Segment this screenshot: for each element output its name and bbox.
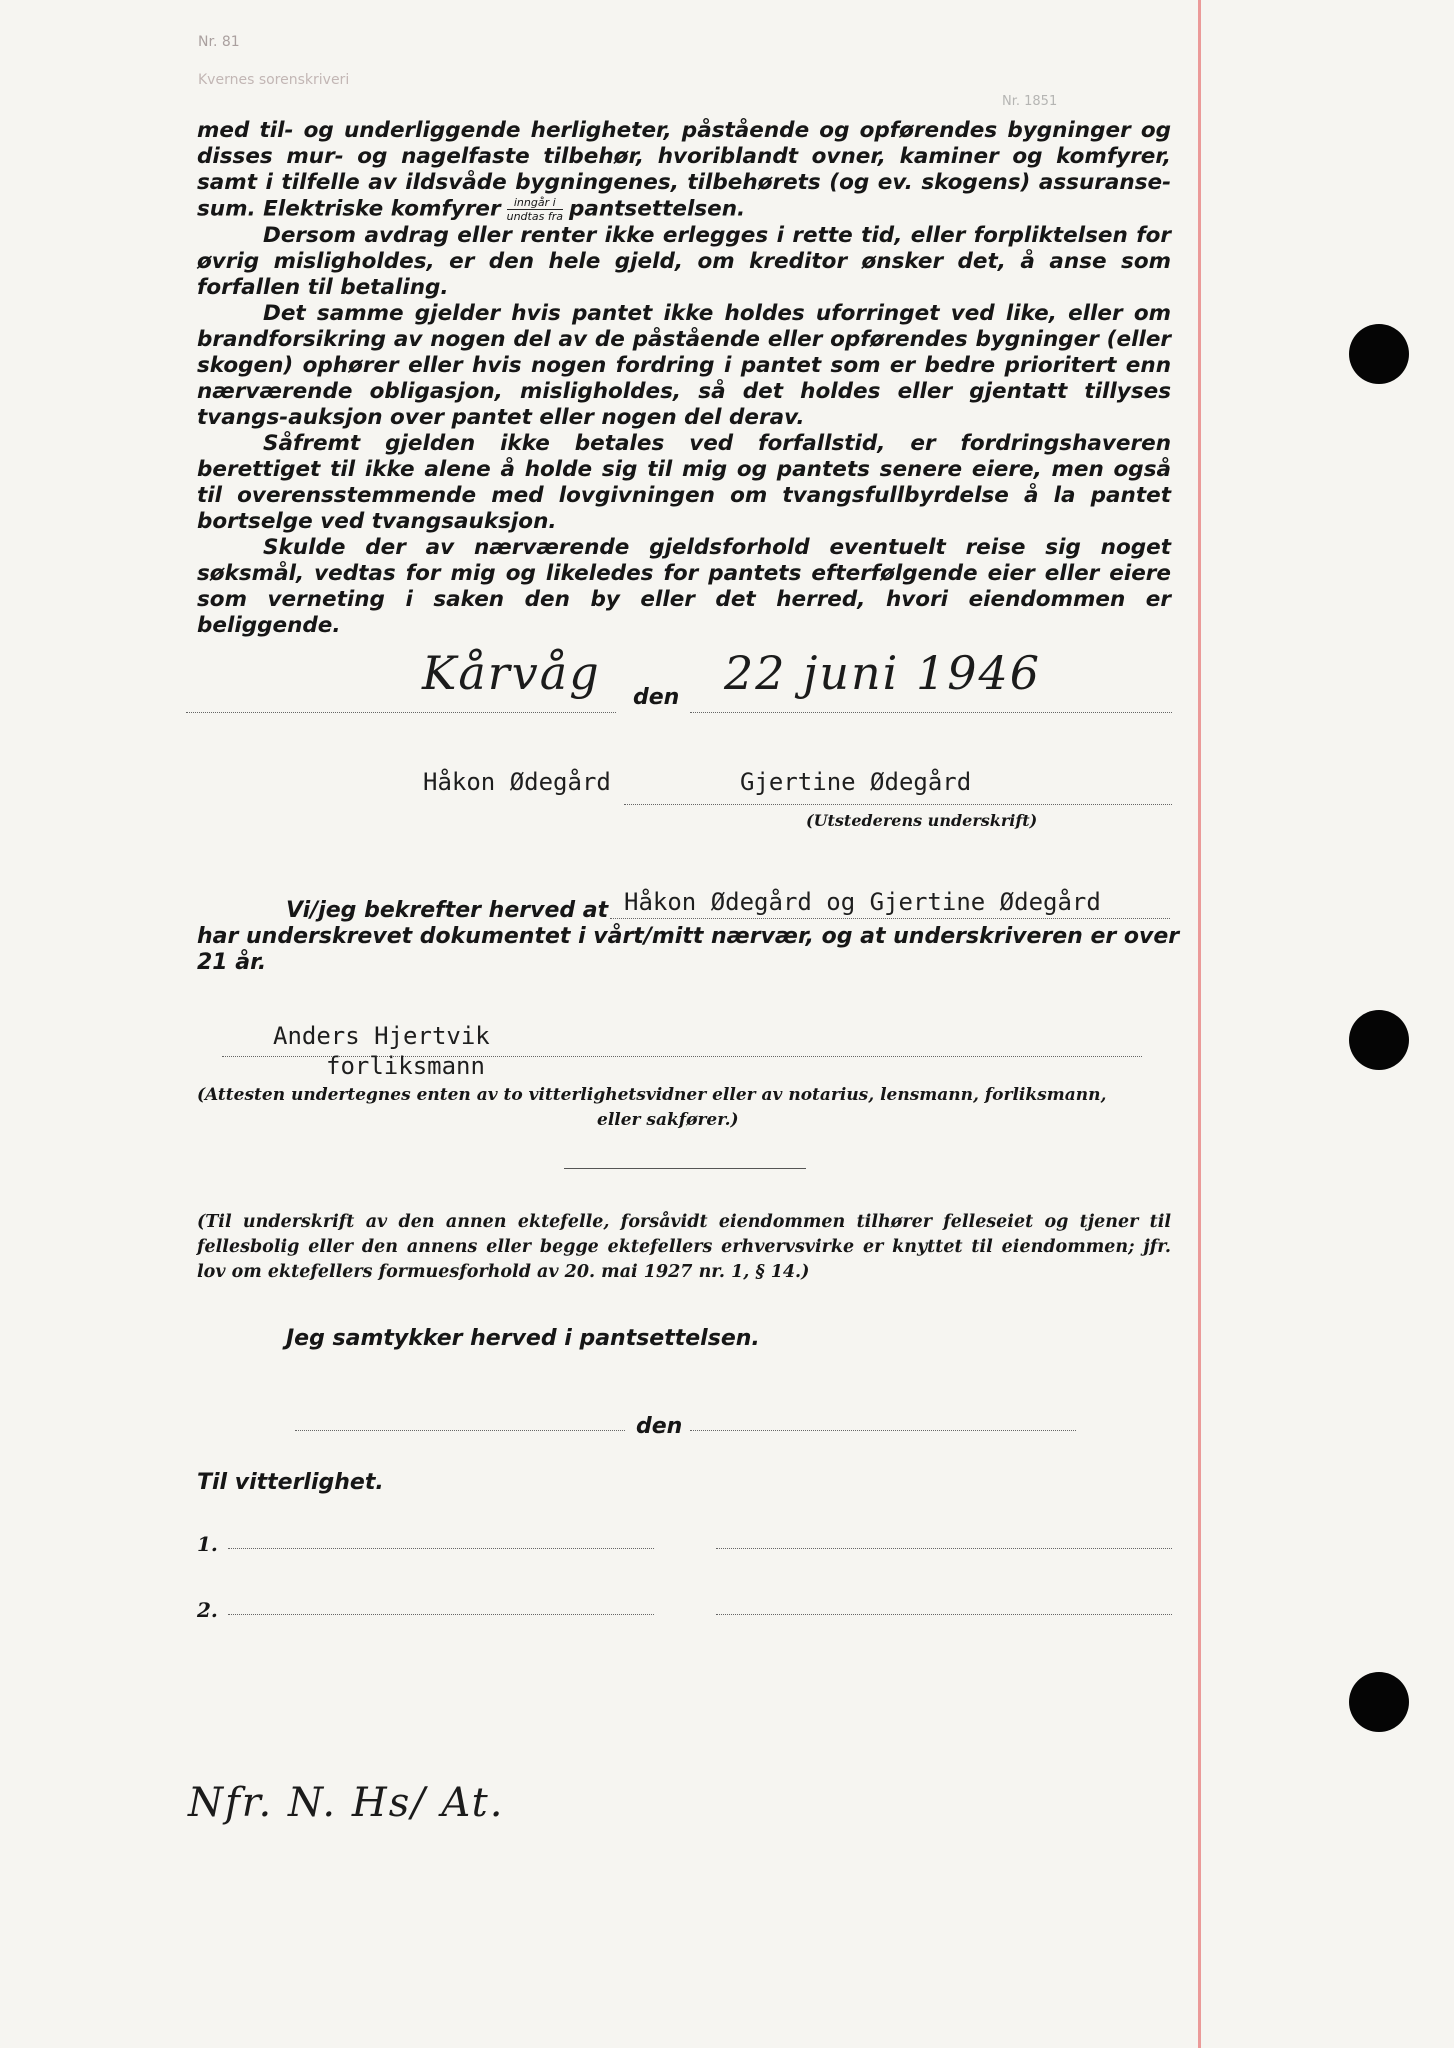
witness-row-1-line-a xyxy=(228,1548,654,1549)
witness-note-1: (Attesten undertegnes enten av to vitterlighetsvidner eller av notarius, lensmann, forliksmann, xyxy=(197,1085,1107,1105)
consent-place-line xyxy=(295,1430,625,1431)
date-line xyxy=(690,712,1172,713)
witness-lead: Vi/jeg bekrefter herved at xyxy=(286,898,609,923)
punch-hole xyxy=(1349,1010,1409,1070)
header-stamp-sub: Kvernes sorenskriveri xyxy=(198,72,350,88)
witness-row-2-line-b xyxy=(716,1614,1172,1615)
witness-note-2: eller sakfører.) xyxy=(597,1110,739,1130)
handwritten-place: Kårvåg xyxy=(422,646,601,700)
consent-statement: Jeg samtykker herved i pantsettelsen. xyxy=(286,1326,760,1351)
witness-name: Anders Hjertvik xyxy=(273,1022,490,1050)
serial-number: Nr. 1851 xyxy=(1002,94,1058,109)
header-stamp: Nr. 81 xyxy=(198,34,240,50)
fraction-choice: $\frac{\text{inngår i}}{\text{undtas fra}}$ xyxy=(506,196,563,223)
signer-2: Gjertine Ødegård xyxy=(740,768,972,796)
den-label: den xyxy=(633,685,680,710)
terms-paragraph-4: Såfremt gjelden ikke betales ved forfallstid, er fordringshaveren berettiget til ikke alene å holde sig til mig og pantets senere eiere, men også til overensstemmende med lovgivningen om tvangsfullbyrdelse å la pantet bortselge ved tvangsauksjon. xyxy=(197,431,1171,534)
signer-1: Håkon Ødegård xyxy=(423,768,611,796)
signature-caption: (Utstederens underskrift) xyxy=(806,811,1038,830)
terms-paragraph-2: Dersom avdrag eller renter ikke erlegges i rette tid, eller forpliktelsen for øvrig misligholdes, er den hele gjeld, om kreditor ønsker det, å anse som forfallen til betaling. xyxy=(197,223,1171,300)
witness-text-1: har underskrevet dokumentet i vårt/mitt nærvær, og at underskriveren er over xyxy=(197,924,1180,949)
witness-row-2-line-a xyxy=(228,1614,654,1615)
punch-hole xyxy=(1349,324,1409,384)
witness-row-1: 1. xyxy=(197,1532,218,1556)
consent-date-line xyxy=(690,1430,1076,1431)
witness-text-2: 21 år. xyxy=(197,950,267,975)
margin-rule xyxy=(1198,0,1201,2048)
witness-row-1-line-b xyxy=(716,1548,1172,1549)
terms-paragraph-5: Skulde der av nærværende gjeldsforhold eventuelt reise sig noget søksmål, vedtas for mig og likeledes for pantets efterfølgende eier eller eiere som verneting i saken den by eller det herred, hvori eiendommen er beliggende. xyxy=(197,535,1171,638)
punch-hole xyxy=(1349,1672,1409,1732)
mortgage-terms xyxy=(197,118,1171,639)
vitterlighet-heading: Til vitterlighet. xyxy=(197,1470,384,1495)
witness-row-2: 2. xyxy=(197,1598,218,1622)
signature-line xyxy=(624,804,1172,805)
terms-paragraph-3: Det samme gjelder hvis pantet ikke holdes uforringet ved like, eller om brandforsikring av nogen del av de påstående eller opførendes bygninger (eller skogen) ophører eller hvis nogen fordring i pantet som er bedre prioritert enn nærværende obligasjon, misligholdes, så det holdes eller gjentatt tillyses tvangs-auksjon over pantet eller nogen del derav. xyxy=(197,301,1171,430)
witness-confirmed-names: Håkon Ødegård og Gjertine Ødegård xyxy=(624,888,1101,916)
separator xyxy=(564,1168,806,1169)
consent-den-label: den xyxy=(636,1414,683,1439)
spouse-note: (Til underskrift av den annen ektefelle, forsåvidt eiendommen tilhører felleseiet og tjener til fellesbolig eller den annens eller begge ektefellers erhvervsvirke er knyttet til eiendommen; jfr. lov om ektefellers formuesforhold av 20. mai 1927 nr. 1, § 14.) xyxy=(197,1212,1171,1282)
terms-paragraph-1: med til- og underliggende herligheter, påstående og opførendes bygninger og disses mur- og nagelfaste tilbehør, hvoriblandt ovner, kaminer og komfyrer, samt i tilfelle av ildsvåde bygningenes, tilbehørets (og ev. skogens) assuranse-sum. Elektriske komfyrer $\frac{\text{inngår i}}{\text{undtas fra}}$ pantsettelsen. xyxy=(197,118,1171,223)
handwritten-initials: Nfr. N. Hs/ At. xyxy=(188,1780,505,1826)
place-line xyxy=(186,712,616,713)
witness-title: forliksmann xyxy=(326,1052,485,1080)
handwritten-date: 22 juni 1946 xyxy=(724,646,1042,700)
names-line xyxy=(610,918,1170,919)
